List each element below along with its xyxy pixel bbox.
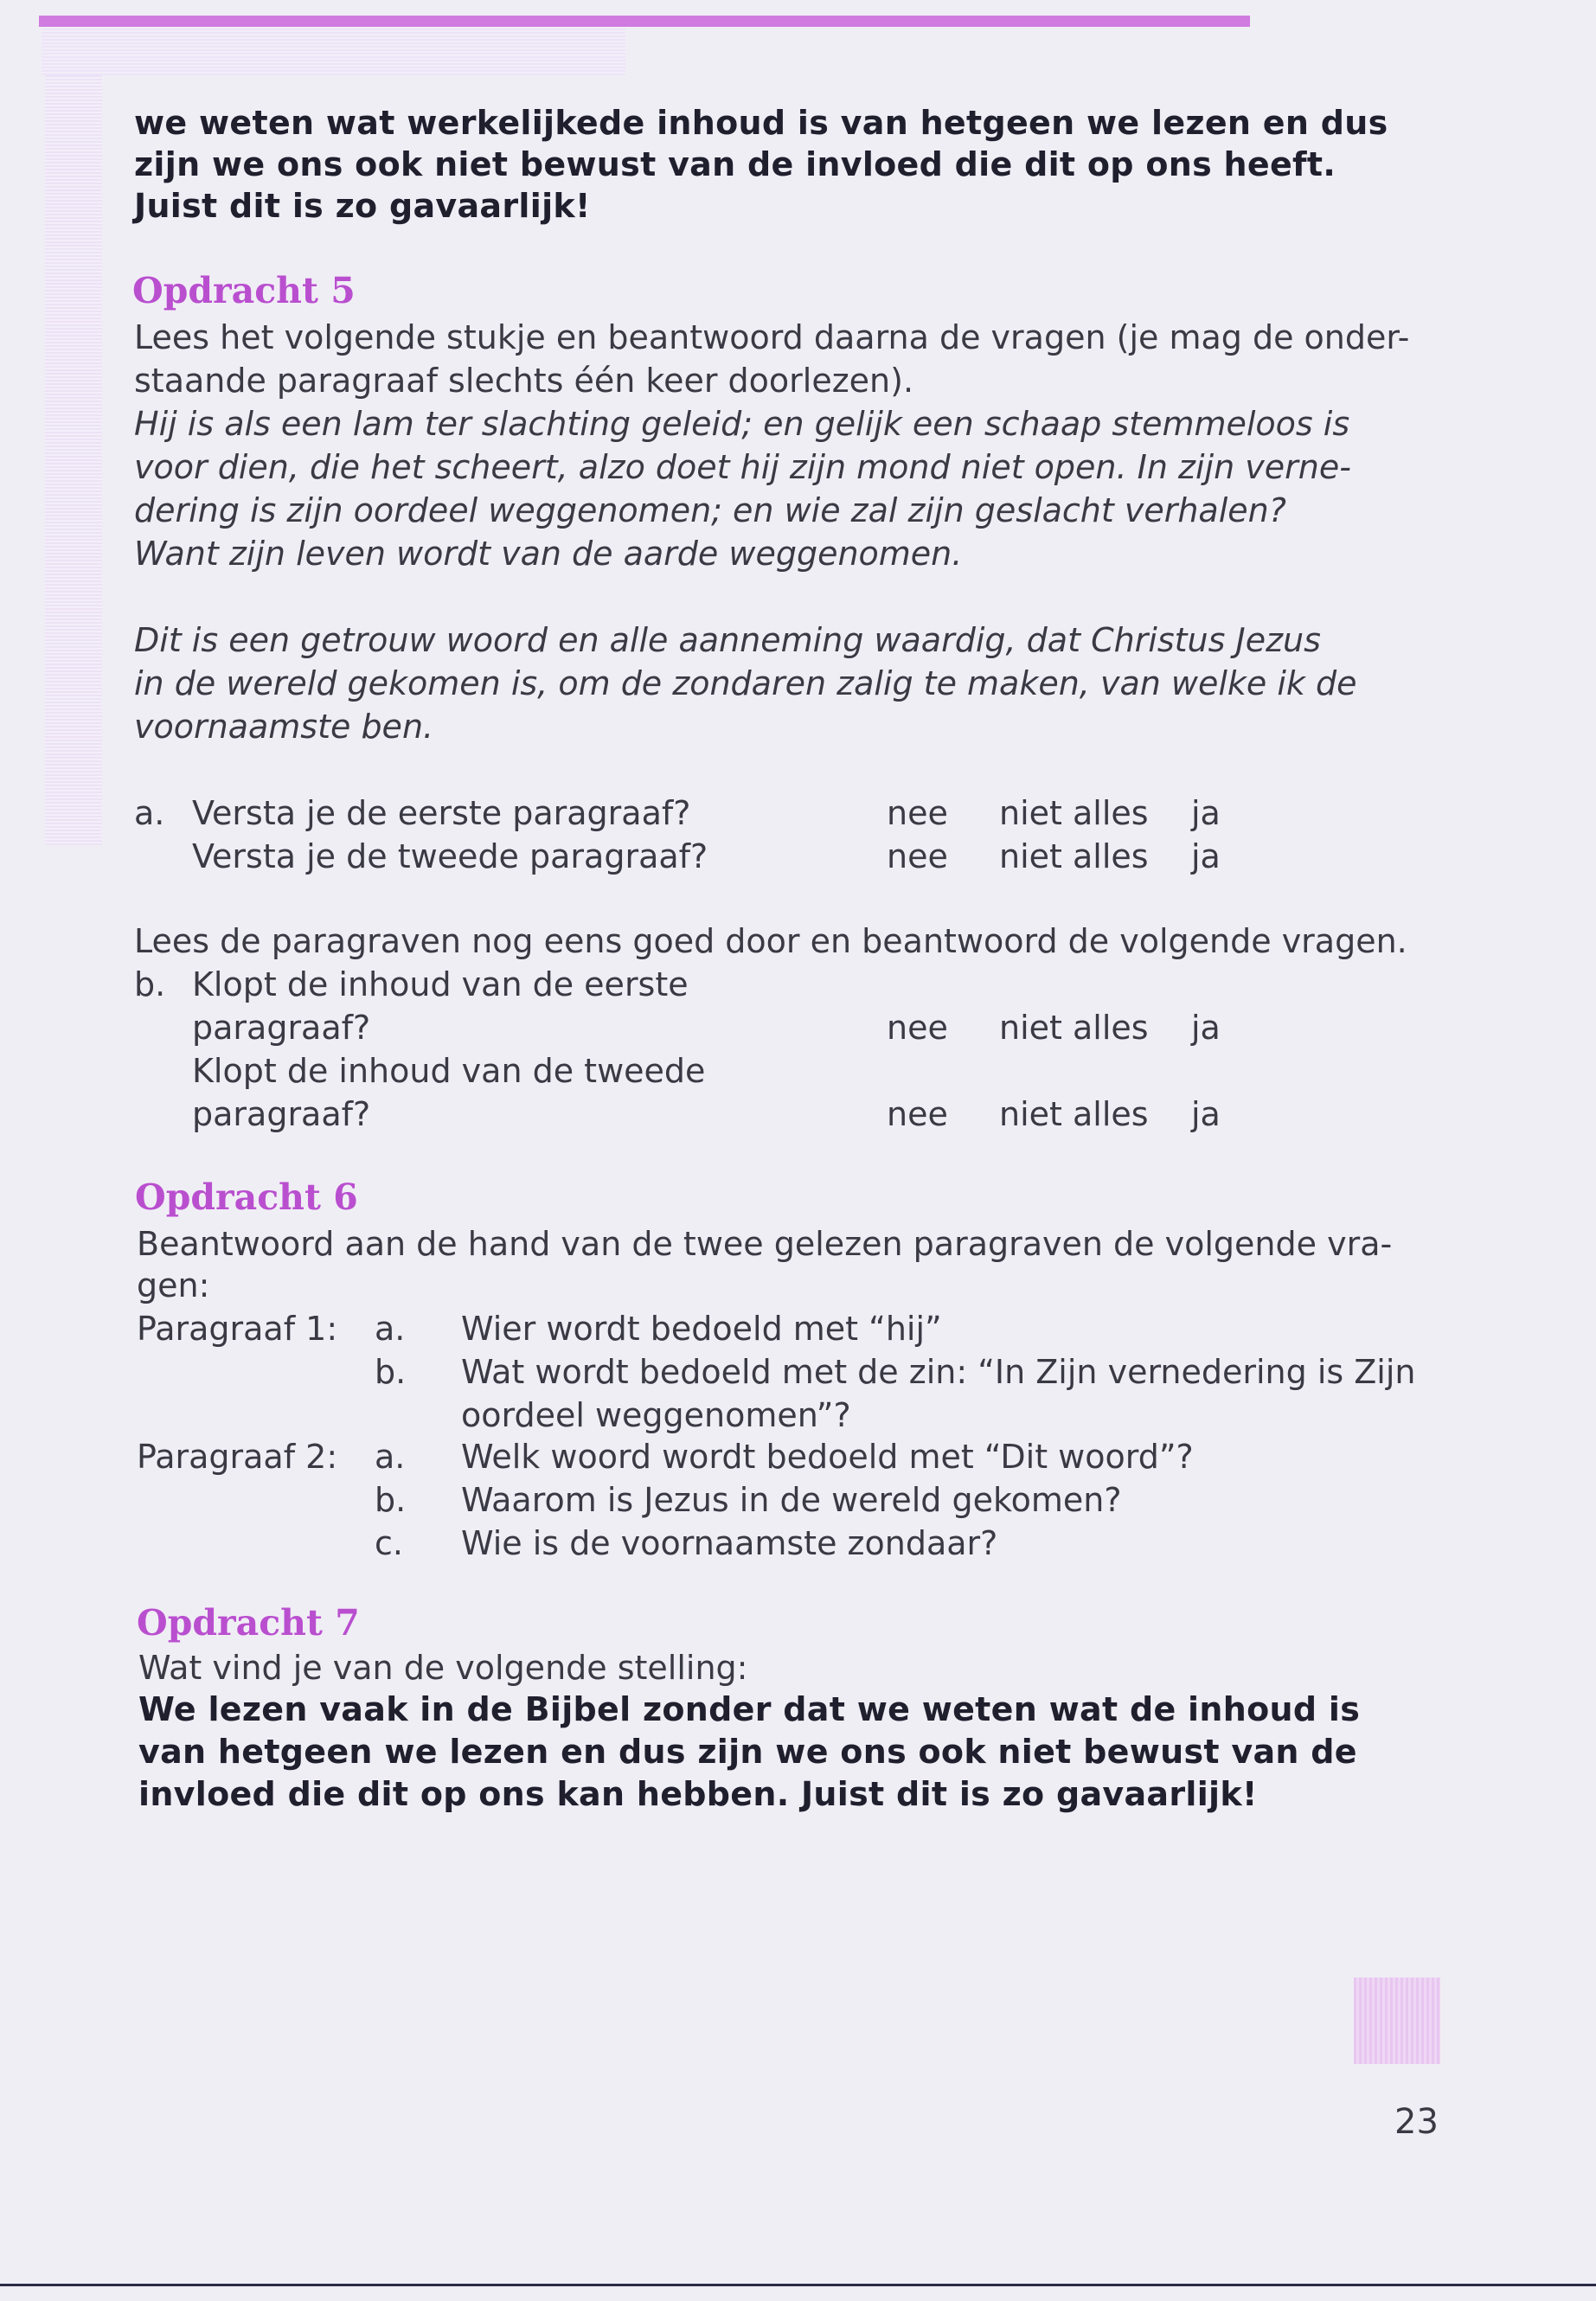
option-niet-alles: niet alles xyxy=(999,1009,1149,1047)
reread-instruction: Lees de paragraven nog eens goed door en beantwoord de volgende vragen. xyxy=(134,922,1407,960)
question-text: Wier wordt bedoeld met “hij” xyxy=(461,1310,942,1348)
question-letter: c. xyxy=(375,1524,403,1562)
statement-line-1: We lezen vaak in de Bijbel zonder dat we weten wat de inhoud is xyxy=(138,1690,1361,1728)
question-letter: a. xyxy=(375,1310,406,1348)
bottom-rule xyxy=(0,2284,1596,2286)
opdracht-5-title: Opdracht 5 xyxy=(132,270,356,311)
opdracht-5-instruction-2: staande paragraaf slechts één keer doorlezen). xyxy=(134,362,914,400)
question-a-1: Versta je de eerste paragraaf? xyxy=(192,794,691,832)
opdracht-7-title: Opdracht 7 xyxy=(137,1602,360,1644)
paragraph-1-line: dering is zijn oordeel weggenomen; en wie zal zijn geslacht verhalen? xyxy=(134,491,1286,529)
decorative-tint-left xyxy=(45,75,102,845)
decorative-tint-top xyxy=(42,28,625,75)
opdracht-6-instruction-1: Beantwoord aan de hand van de twee gelezen paragraven de volgende vra- xyxy=(137,1225,1393,1263)
option-ja: ja xyxy=(1191,837,1221,875)
question-text: Wat wordt bedoeld met de zin: “In Zijn vernedering is Zijn xyxy=(461,1353,1416,1391)
question-text: oordeel weggenomen”? xyxy=(461,1396,851,1434)
option-niet-alles: niet alles xyxy=(999,794,1149,832)
paragraaf-1-label: Paragraaf 1: xyxy=(137,1310,338,1348)
question-letter: a. xyxy=(375,1438,406,1476)
paragraaf-2-label: Paragraaf 2: xyxy=(137,1438,338,1476)
decorative-square xyxy=(1354,1977,1440,2064)
opdracht-7-instruction: Wat vind je van de volgende stelling: xyxy=(138,1649,748,1687)
opdracht-6-title: Opdracht 6 xyxy=(135,1176,358,1218)
option-nee: nee xyxy=(887,1009,948,1047)
question-letter: b. xyxy=(375,1481,407,1519)
option-niet-alles: niet alles xyxy=(999,837,1149,875)
paragraph-2-line: voornaamste ben. xyxy=(134,708,434,746)
option-nee: nee xyxy=(887,837,948,875)
question-a-2: Versta je de tweede paragraaf? xyxy=(192,837,708,875)
paragraph-2-line: Dit is een getrouw woord en alle aanneming waardig, dat Christus Jezus xyxy=(134,621,1321,659)
opdracht-5-instruction-1: Lees het volgende stukje en beantwoord daarna de vragen (je mag de onder- xyxy=(134,318,1410,356)
option-ja: ja xyxy=(1191,794,1221,832)
intro-line-3: Juist dit is zo gavaarlijk! xyxy=(134,187,591,225)
question-letter: b. xyxy=(375,1353,407,1391)
intro-line-1: we weten wat werkelijkede inhoud is van hetgeen we lezen en dus xyxy=(134,104,1388,142)
question-text: Waarom is Jezus in de wereld gekomen? xyxy=(461,1481,1122,1519)
question-b-1-line-2: paragraaf? xyxy=(192,1009,371,1047)
paragraph-1-line: Hij is als een lam ter slachting geleid; en gelijk een schaap stemmeloos is xyxy=(134,405,1350,443)
question-b-2-line-1: Klopt de inhoud van de tweede xyxy=(192,1052,706,1090)
paragraph-1-line: Want zijn leven wordt van de aarde weggenomen. xyxy=(134,535,963,573)
top-accent-bar xyxy=(39,16,1250,27)
option-ja: ja xyxy=(1191,1009,1221,1047)
page-number: 23 xyxy=(1394,2102,1439,2142)
question-b-1-line-1: Klopt de inhoud van de eerste xyxy=(192,965,689,1003)
question-text: Welk woord wordt bedoeld met “Dit woord”? xyxy=(461,1438,1194,1476)
statement-line-2: van hetgeen we lezen en dus zijn we ons ook niet bewust van de xyxy=(138,1733,1357,1771)
intro-line-2: zijn we ons ook niet bewust van de invloed die dit op ons heeft. xyxy=(134,145,1336,183)
question-text: Wie is de voornaamste zondaar? xyxy=(461,1524,998,1562)
paragraph-2-line: in de wereld gekomen is, om de zondaren zalig te maken, van welke ik de xyxy=(134,664,1357,702)
opdracht-6-instruction-2: gen: xyxy=(137,1266,210,1304)
option-ja: ja xyxy=(1191,1095,1221,1133)
statement-line-3: invloed die dit op ons kan hebben. Juist dit is zo gavaarlijk! xyxy=(138,1775,1258,1813)
option-niet-alles: niet alles xyxy=(999,1095,1149,1133)
option-nee: nee xyxy=(887,1095,948,1133)
option-nee: nee xyxy=(887,794,948,832)
question-b-2-line-2: paragraaf? xyxy=(192,1095,371,1133)
paragraph-1-line: voor dien, die het scheert, alzo doet hij zijn mond niet open. In zijn verne- xyxy=(134,448,1351,486)
question-a-label: a. xyxy=(134,794,165,832)
question-b-label: b. xyxy=(134,965,166,1003)
